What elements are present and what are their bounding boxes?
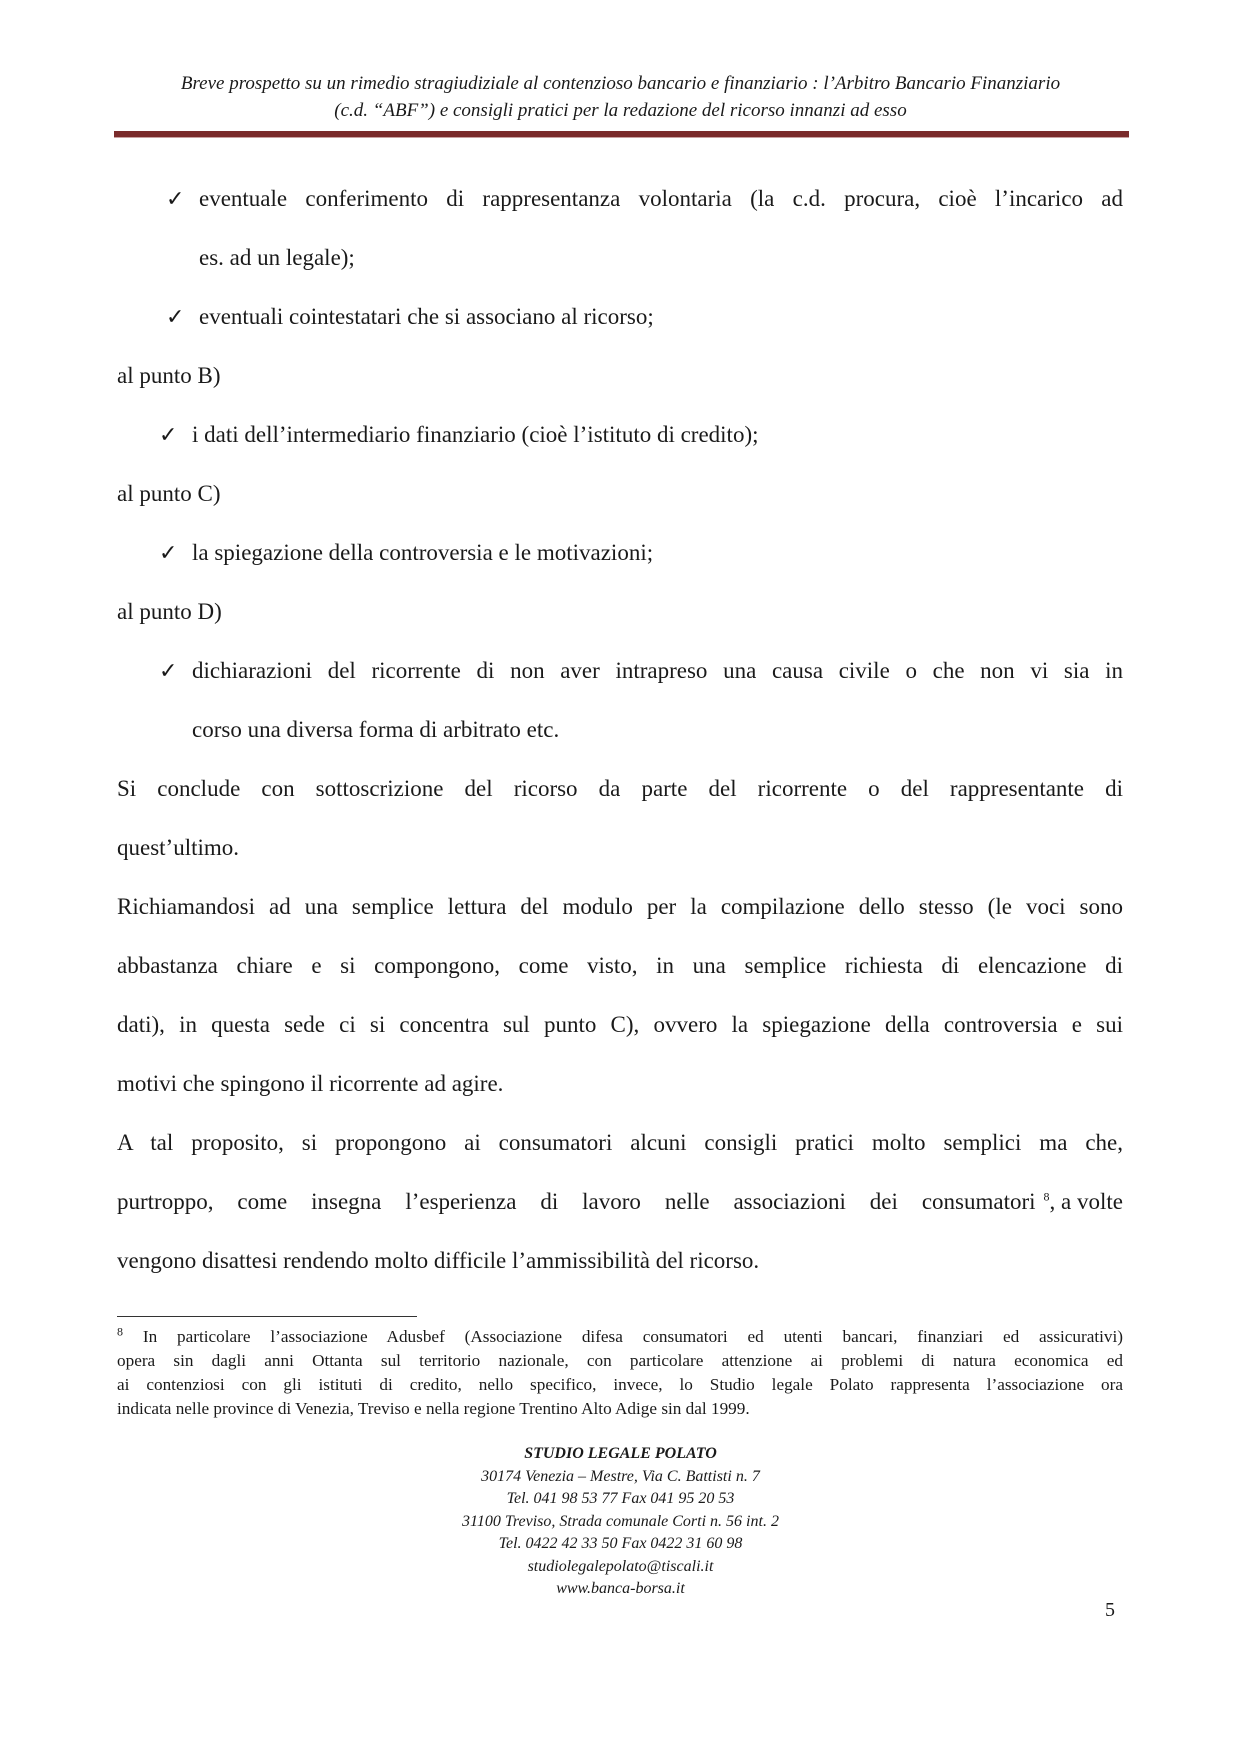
paragraph-2-line-1: Richiamandosi ad una semplice lettura del modulo per la compilazione dello stesso (le voci sono: [117, 894, 1123, 919]
header-line-1: Breve prospetto su un rimedio stragiudiziale al contenzioso bancario e finanziario : l’Arbitro Bancario Finanziario: [180, 73, 1061, 94]
section-punto-c: al punto C): [117, 481, 221, 506]
checkmark-icon: ✓: [159, 540, 178, 565]
bullet-4: la spiegazione della controversia e le motivazioni;: [192, 540, 654, 565]
studio-address-venezia: 30174 Venezia – Mestre, Via C. Battisti n. 7: [481, 1467, 760, 1485]
paragraph-2-line-4: motivi che spingono il ricorrente ad agire.: [117, 1071, 504, 1096]
footnote-divider: [117, 1316, 417, 1317]
page-number: 5: [1105, 1599, 1115, 1621]
footnote-line-1: [117, 1325, 1123, 1349]
bullet-2: eventuali cointestatari che si associano al ricorso;: [199, 304, 654, 329]
studio-phone-treviso: Tel. 0422 42 33 50 Fax 0422 31 60 98: [498, 1535, 743, 1552]
checkmark-icon: ✓: [166, 304, 185, 329]
paragraph-3-line-3: vengono disattesi rendendo molto difficile l’ammissibilità del ricorso.: [117, 1248, 760, 1273]
paragraph-3-line-2-text: purtroppo, come insegna l’esperienza di lavoro nelle associazioni dei consumatori: [117, 1189, 1036, 1214]
studio-phone-venezia: Tel. 041 98 53 77 Fax 041 95 20 53: [506, 1490, 735, 1507]
checkmark-icon: ✓: [166, 186, 185, 211]
header-line-2: (c.d. “ABF”) e consigli pratici per la redazione del ricorso innanzi ad esso: [334, 100, 907, 121]
checkmark-icon: ✓: [159, 422, 178, 447]
bullet-5-line-1: dichiarazioni del ricorrente di non aver intrapreso una causa civile o che non vi sia in: [192, 658, 1123, 683]
studio-address-treviso: 31100 Treviso, Strada comunale Corti n. 56 int. 2: [462, 1512, 779, 1530]
studio-contact-block: [0, 1443, 1241, 1601]
checkmark-icon: ✓: [159, 658, 178, 683]
paragraph-1-line-1: Si conclude con sottoscrizione del ricorso da parte del ricorrente o del rappresentante di: [117, 776, 1123, 801]
footnote-number: 8: [117, 1324, 123, 1339]
footnote-line-1-text: In particolare l’associazione Adusbef (Associazione difesa consumatori ed utenti bancari, finanziari ed assicurativi): [142, 1327, 1124, 1346]
footnote-line-4: indicata nelle province di Venezia, Treviso e nella regione Trentino Alto Adige sin dal 1999.: [117, 1399, 750, 1418]
paragraph-2-line-3: dati), in questa sede ci si concentra sul punto C), ovvero la spiegazione della controversia e sui: [117, 1012, 1123, 1037]
studio-name: STUDIO LEGALE POLATO: [524, 1445, 717, 1462]
footnote: [117, 1325, 1123, 1421]
running-header: [110, 70, 1131, 124]
paragraph-2-line-2: abbastanza chiare e si compongono, come visto, in una semplice richiesta di elencazione di: [117, 953, 1123, 978]
studio-website-link[interactable]: www.banca-borsa.it: [556, 1580, 685, 1597]
bullet-5-line-2: corso una diversa forma di arbitrato etc.: [192, 717, 560, 742]
bullet-1-line-1: eventuale conferimento di rappresentanza volontaria (la c.d. procura, cioè l’incarico ad: [199, 186, 1123, 211]
studio-email-link[interactable]: studiolegalepolato@tiscali.it: [527, 1557, 714, 1575]
section-punto-b: al punto B): [117, 363, 221, 388]
paragraph-3-line-1: A tal proposito, si propongono ai consumatori alcuni consigli pratici molto semplici ma che,: [117, 1130, 1123, 1155]
paragraph-3-line-2-end: , a volte: [1049, 1189, 1123, 1214]
bullet-1-line-2: es. ad un legale);: [199, 245, 355, 270]
footnote-line-3: ai contenziosi con gli istituti di credito, nello specifico, invece, lo Studio legale Polato rappresenta l’associazione ora: [117, 1375, 1123, 1394]
footnote-reference[interactable]: 8: [1043, 1189, 1050, 1204]
bullet-3: i dati dell’intermediario finanziario (cioè l’istituto di credito);: [192, 422, 759, 447]
paragraph-1-line-2: quest’ultimo.: [117, 835, 240, 860]
header-divider: [114, 131, 1129, 138]
paragraph-3-line-2: [117, 1189, 1123, 1215]
footnote-line-2: opera sin dagli anni Ottanta sul territorio nazionale, con particolare attenzione ai problemi di natura economica ed: [117, 1351, 1123, 1370]
section-punto-d: al punto D): [117, 599, 222, 624]
